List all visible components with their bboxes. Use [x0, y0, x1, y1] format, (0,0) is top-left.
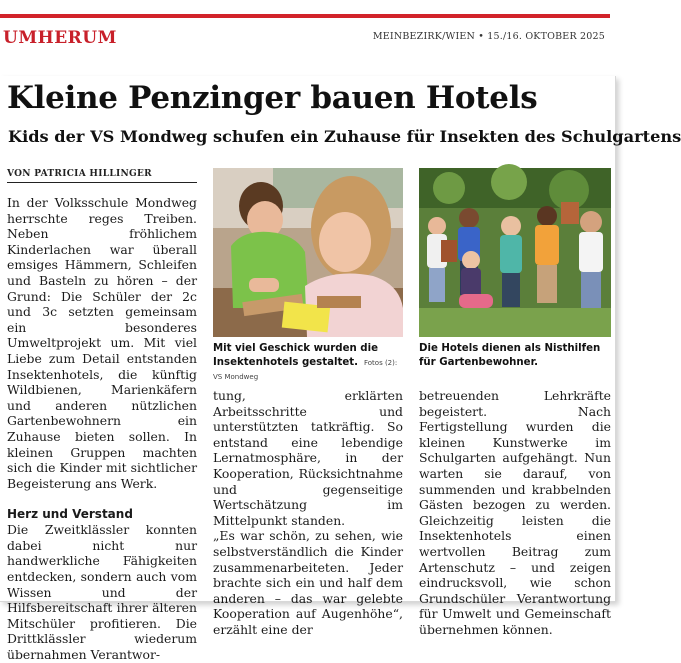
text-column-3: [419, 388, 611, 638]
photo-caption-2: [419, 342, 611, 370]
paragraph: „Es war schön, zu sehen, wie selbstverständlich die Kinder zusammenarbeiteten. Jeder brachte sich ein und half dem anderen – das war gelebte Kooperation auf Augenhöhe“, erzählt eine der: [213, 528, 403, 637]
article-subheadline: Kids der VS Mondweg schufen ein Zuhause für Insekten des Schulgartens: [8, 127, 681, 146]
photo-caption-1: [213, 342, 405, 384]
paragraph: betreuenden Lehrkräfte begeistert. Nach Fertigstellung wurden die kleinen Kunstwerke im Schulgarten aufgehängt. Nun warten sie darauf, von summenden und krabbelnden Gästen bezogen zu werden. Gleichzeitig leisten die Insektenhotels einen wertvollen Beitrag zum Artenschutz – und zeigen eindrucksvoll, wie schon Grundschüler Verantwortung für Umwelt und Gemeinschaft übernehmen können.: [419, 388, 611, 637]
crosshead: Herz und Verstand: [7, 507, 133, 522]
photo-children-building: [213, 168, 403, 337]
article-headline: Kleine Penzinger bauen Hotels: [7, 80, 538, 116]
byline: VON PATRICIA HILLINGER: [7, 169, 152, 179]
caption-text: Die Hotels dienen als Nisthilfen für Gartenbewohner.: [419, 343, 601, 368]
photo-children-group-image: [419, 168, 611, 337]
photo-credit: Fotos (2): VS Mondweg: [213, 359, 398, 381]
text-column-1: [7, 195, 197, 663]
issue-line: MEINBEZIRK/WIEN • 15./16. OKTOBER 2025: [372, 31, 605, 42]
paragraph: In der Volksschule Mondweg herrschte reges Treiben. Neben fröhlichem Kinderlachen war überall emsiges Hämmern, Schleifen und Basteln zu hören – der Grund: Die Schüler der 2c und 3c setzten gemeinsam ein besonderes Umweltprojekt um. Mit viel Liebe zum Detail entstanden Insektenhotels, die künftig Wildbienen, Marienkäfern und anderen nützlichen Gartenbewohnern ein Zuhause bieten sollen. In kleinen Gruppen machten sich die Kinder mit sichtlicher Begeisterung ans Werk.: [7, 195, 197, 491]
paragraph: Die Zweitklässler konnten dabei nicht nur handwerkliche Fähigkeiten entdecken, sondern auch vom Wissen und der Hilfsbereitschaft ihrer älteren Mitschüler profitieren. Die Drittklässler wiederum übernahmen Verantwor-: [7, 522, 197, 663]
photo-children-building-image: [213, 168, 403, 337]
text-column-2: [213, 388, 403, 638]
photo-children-group: [419, 168, 611, 337]
top-accent-bar: [0, 14, 610, 18]
byline-rule: [7, 182, 197, 183]
caption-text: Mit viel Geschick wurden die Insektenhotels gestaltet.: [213, 343, 378, 368]
section-title: UMHERUM: [3, 28, 117, 48]
paragraph: tung, erklärten Arbeitsschritte und unterstützten tatkräftig. So entstand eine lebendige Lernatmosphäre, in der Kooperation, Rücksichtnahme und gegenseitige Wertschätzung im Mittelpunkt standen.: [213, 388, 403, 528]
